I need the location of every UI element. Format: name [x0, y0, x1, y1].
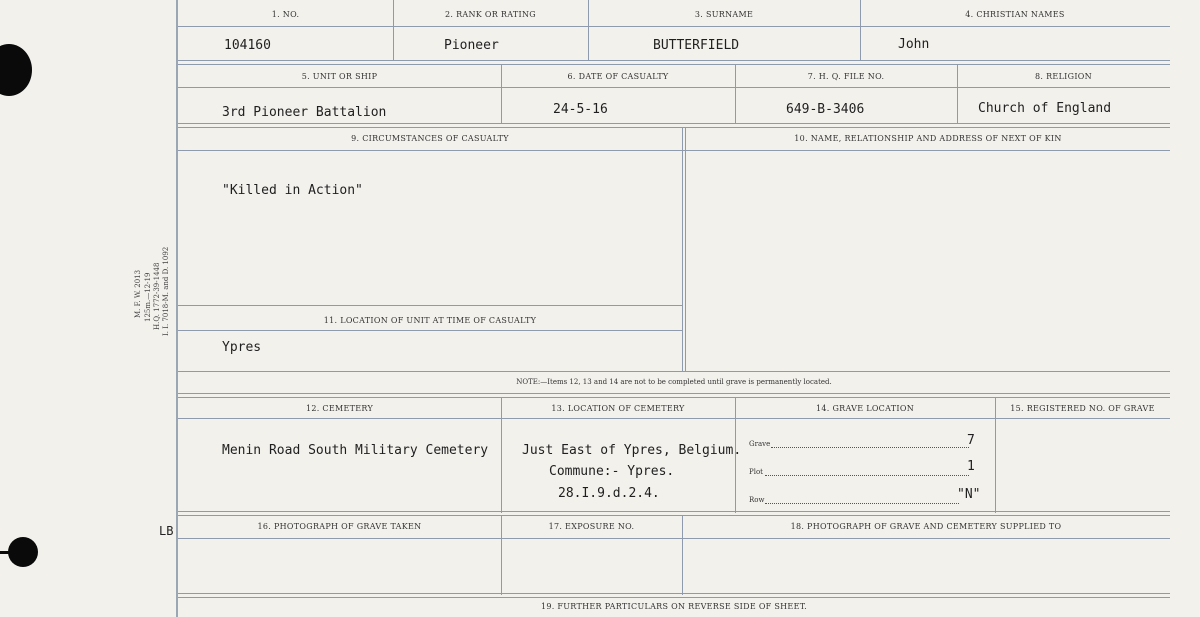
- value-date: 24-5-16: [553, 102, 608, 117]
- side-print-2: 125m.—12-19: [144, 272, 152, 322]
- label-grave: Grave: [749, 440, 771, 448]
- side-print-3: H.Q. 1772-39-1448: [153, 262, 161, 330]
- rule: [178, 511, 1170, 516]
- footer: 19. FURTHER PARTICULARS ON REVERSE SIDE OF SHEET.: [540, 602, 808, 611]
- binder-hole-top: [0, 44, 32, 96]
- divider: [995, 397, 996, 513]
- label-circumstances: 9. CIRCUMSTANCES OF CASUALTY: [351, 134, 509, 143]
- label-photo-taken: 16. PHOTOGRAPH OF GRAVE TAKEN: [257, 522, 422, 531]
- label-location-unit: 11. LOCATION OF UNIT AT TIME OF CASUALTY: [323, 316, 537, 325]
- rule: [178, 150, 1170, 151]
- label-exposure: 17. EXPOSURE NO.: [548, 522, 635, 531]
- value-grave: 7: [967, 433, 975, 448]
- row-dotted-line: [765, 502, 959, 504]
- binder-hole-stub: [0, 551, 12, 554]
- value-surname: BUTTERFIELD: [653, 38, 740, 53]
- value-row: "N": [957, 487, 981, 502]
- value-unit: 3rd Pioneer Battalion: [222, 105, 387, 120]
- label-christian-names: 4. CHRISTIAN NAMES: [965, 10, 1065, 19]
- rule: [178, 371, 1170, 372]
- label-plot: Plot: [749, 468, 763, 476]
- rule: [178, 123, 1170, 128]
- plot-dotted-line: [765, 474, 969, 476]
- value-plot: 1: [967, 459, 975, 474]
- label-photo-supplied: 18. PHOTOGRAPH OF GRAVE AND CEMETERY SUPPLIED TO: [790, 522, 1062, 531]
- label-row: Row: [749, 496, 765, 504]
- grave-dotted-line: [771, 446, 969, 448]
- value-no: 104160: [224, 38, 271, 53]
- margin-mark: LB: [159, 524, 174, 538]
- value-christian-names: John: [898, 37, 930, 52]
- value-rank: Pioneer: [444, 38, 499, 53]
- label-hq-file: 7. H. Q. FILE NO.: [807, 72, 885, 81]
- label-rank: 2. RANK OR RATING: [445, 10, 536, 19]
- value-cemetery: Menin Road South Military Cemetery: [222, 443, 489, 458]
- value-hq-file: 649-B-3406: [786, 102, 865, 117]
- rule: [178, 393, 1170, 398]
- rule: [178, 305, 682, 306]
- label-no: 1. NO.: [271, 10, 300, 19]
- rule: [178, 87, 1170, 88]
- label-unit: 5. UNIT OR SHIP: [301, 72, 378, 81]
- label-registered-no: 15. REGISTERED NO. OF GRAVE: [1010, 404, 1155, 413]
- rule: [178, 418, 1170, 419]
- value-religion: Church of England: [978, 101, 1112, 116]
- side-print-1: M. F. W. 2013: [134, 269, 142, 318]
- note: NOTE:—Items 12, 13 and 14 are not to be completed until grave is permanently located.: [516, 378, 832, 386]
- rule: [178, 26, 1170, 27]
- divider: [685, 127, 686, 371]
- label-date: 6. DATE OF CASUALTY: [567, 72, 669, 81]
- value-location-cemetery-1: Just East of Ypres, Belgium.: [522, 443, 742, 458]
- label-location-cemetery: 13. LOCATION OF CEMETERY: [551, 404, 685, 413]
- label-religion: 8. RELIGION: [1035, 72, 1092, 81]
- label-surname: 3. SURNAME: [694, 10, 754, 19]
- value-location-cemetery-3: 28.I.9.d.2.4.: [558, 486, 660, 501]
- rule: [178, 60, 1170, 65]
- rule: [178, 593, 1170, 598]
- label-next-of-kin: 10. NAME, RELATIONSHIP AND ADDRESS OF NEXT OF KIN: [794, 134, 1062, 143]
- rule: [178, 538, 1170, 539]
- divider: [682, 127, 683, 371]
- label-cemetery: 12. CEMETERY: [305, 404, 374, 413]
- label-grave-location: 14. GRAVE LOCATION: [815, 404, 914, 413]
- binder-hole-bottom: [8, 537, 38, 567]
- value-location-cemetery-2: Commune:- Ypres.: [549, 464, 675, 479]
- value-location-unit: Ypres: [222, 340, 262, 355]
- value-circumstances: "Killed in Action": [222, 183, 363, 198]
- side-print-4: I. I. 7018-M. and D. 1092: [162, 246, 170, 336]
- divider: [501, 397, 502, 513]
- rule: [178, 330, 682, 331]
